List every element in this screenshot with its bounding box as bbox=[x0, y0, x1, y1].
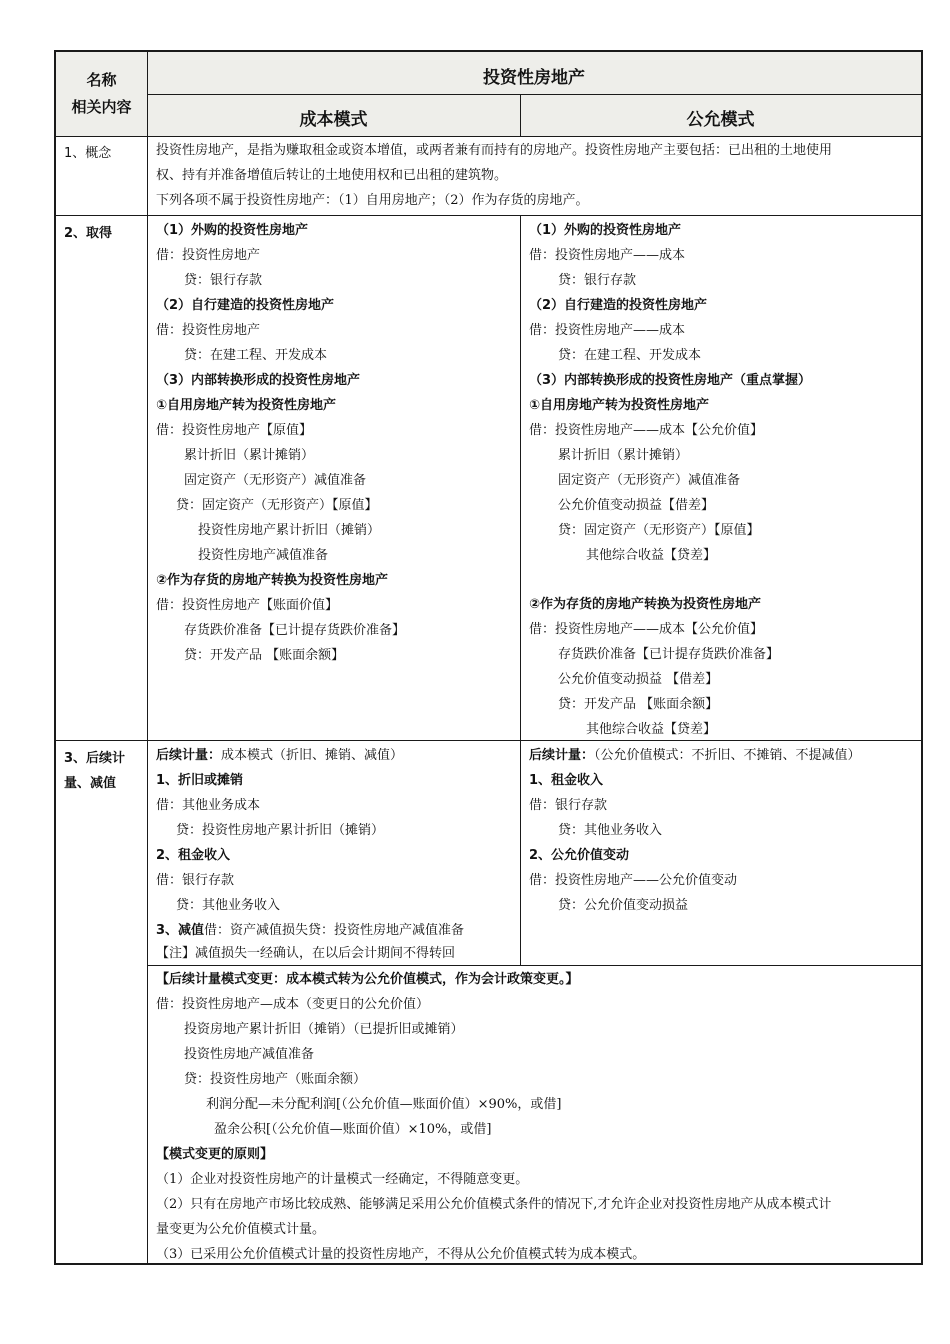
concept-line: 投资性房地产，是指为赚取租金或资本增值，或两者兼有而持有的房地产。投资性房地产主要包括：已出租的土地使用 bbox=[156, 143, 833, 158]
fair-subsequent-line: 借：银行存款 bbox=[529, 798, 608, 813]
fair-subsequent-line: 借：投资性房地产——公允价值变动 bbox=[529, 873, 738, 888]
change-line: 【后续计量模式变更：成本模式转为公允价值模式，作为会计政策变更。】 bbox=[156, 972, 579, 987]
row-label-subsequent-1: 3、后续计 bbox=[64, 751, 126, 766]
cost-acquire-line: 借：投资性房地产【原值】 bbox=[156, 423, 313, 438]
fair-acquire-line: 借：投资性房地产——成本【公允价值】 bbox=[529, 423, 764, 438]
cost-acquire-line: 固定资产（无形资产）减值准备 bbox=[184, 473, 367, 488]
cost-subsequent-line: 贷：其他业务收入 bbox=[176, 898, 281, 913]
cost-acquire-line: 累计折旧（累计摊销） bbox=[184, 448, 315, 463]
fair-subsequent-line: 1、租金收入 bbox=[529, 773, 604, 788]
cost-acquire-line: （3）内部转换形成的投资性房地产 bbox=[156, 373, 361, 388]
column-divider-body bbox=[520, 215, 521, 965]
cost-acquire-line: 借：投资性房地产【账面价值】 bbox=[156, 598, 339, 613]
fair-acquire-line: 贷：在建工程、开发成本 bbox=[558, 348, 702, 363]
change-line: 投资性房地产减值准备 bbox=[184, 1047, 315, 1062]
change-line: 量变更为公允价值模式计量。 bbox=[156, 1222, 326, 1237]
fair-acquire-line: 借：投资性房地产——成本 bbox=[529, 248, 686, 263]
change-line: （1）企业对投资性房地产的计量模式一经确定，不得随意变更。 bbox=[156, 1172, 529, 1187]
cost-acquire-line: 借：投资性房地产 bbox=[156, 248, 261, 263]
fair-acquire-line: 公允价值变动损益 【借差】 bbox=[558, 672, 719, 687]
row-label-concept: 1、概念 bbox=[64, 146, 112, 161]
fair-subsequent-line: 2、公允价值变动 bbox=[529, 848, 630, 863]
cost-subsequent-line: 1、折旧或摊销 bbox=[156, 773, 244, 788]
change-line: 借：投资性房地产—成本（变更日的公允价值） bbox=[156, 997, 430, 1012]
cost-impairment-bold: 3、减值 bbox=[156, 923, 205, 938]
header-main-title: 投资性房地产 bbox=[483, 68, 585, 88]
header-related-label: 相关内容 bbox=[71, 98, 132, 116]
change-line: 盈余公积[（公允价值—账面价值）×10%，或借] bbox=[214, 1122, 492, 1137]
cost-subsequent-heading-rest: 成本模式（折旧、摊销、减值） bbox=[221, 748, 404, 763]
concept-line: 权、持有并准备增值后转让的土地使用权和已出租的建筑物。 bbox=[156, 168, 508, 183]
cost-acquire-line: 投资性房地产累计折旧（摊销） bbox=[198, 523, 381, 538]
cost-subsequent-heading bbox=[156, 743, 403, 768]
cost-subsequent-line: 借：银行存款 bbox=[156, 873, 235, 888]
fair-acquire-line: 贷：固定资产（无形资产）【原值】 bbox=[558, 523, 760, 538]
header-cost-mode: 成本模式 bbox=[299, 110, 368, 130]
row-divider-2 bbox=[56, 740, 921, 741]
cost-acquire-line: 贷：在建工程、开发成本 bbox=[184, 348, 328, 363]
cost-subsequent-line: 2、租金收入 bbox=[156, 848, 231, 863]
fair-subsequent-heading bbox=[529, 743, 861, 768]
fair-acquire-line: （2）自行建造的投资性房地产 bbox=[529, 298, 708, 313]
header-label-cell bbox=[56, 52, 147, 137]
header-name-label: 名称 bbox=[86, 71, 117, 89]
fair-acquire-line: 固定资产（无形资产）减值准备 bbox=[558, 473, 741, 488]
cost-acquire-line: 贷：开发产品 【账面余额】 bbox=[184, 648, 345, 663]
change-line: 贷：投资性房地产（账面余额） bbox=[184, 1072, 367, 1087]
header-bottom-line bbox=[56, 136, 921, 137]
cost-acquire-line: ①自用房地产转为投资性房地产 bbox=[156, 398, 337, 413]
cost-acquire-line: 投资性房地产减值准备 bbox=[198, 548, 329, 563]
fair-acquire-line: 其他综合收益【贷差】 bbox=[586, 722, 717, 737]
row-divider-1 bbox=[56, 215, 921, 216]
header-fair-mode: 公允模式 bbox=[686, 110, 755, 130]
fair-acquire-line: 累计折旧（累计摊销） bbox=[558, 448, 689, 463]
fair-acquire-line: ②作为存货的房地产转换为投资性房地产 bbox=[529, 597, 762, 612]
fair-subsequent-heading-rest: （公允价值模式：不折旧、不摊销、不提减值） bbox=[594, 748, 861, 763]
cost-acquire-line: 借：投资性房地产 bbox=[156, 323, 261, 338]
fair-subsequent-line: 贷：公允价值变动损益 bbox=[558, 898, 689, 913]
change-line: 利润分配—未分配利润[（公允价值—账面价值）×90%，或借] bbox=[206, 1097, 562, 1112]
concept-line: 下列各项不属于投资性房地产：（1）自用房地产；（2）作为存货的房地产。 bbox=[156, 193, 589, 208]
fair-acquire-line: （3）内部转换形成的投资性房地产（重点掌握） bbox=[529, 373, 812, 388]
cost-subsequent-heading-bold: 后续计量： bbox=[156, 748, 222, 763]
fair-acquire-line: 贷：银行存款 bbox=[558, 273, 637, 288]
accounting-table bbox=[54, 50, 923, 1265]
cost-acquire-line: 贷：固定资产（无形资产）【原值】 bbox=[176, 498, 378, 513]
cost-acquire-line: 贷：银行存款 bbox=[184, 273, 263, 288]
cost-acquire-line: 存货跌价准备【已计提存货跌价准备】 bbox=[184, 623, 406, 638]
fair-acquire-line: 存货跌价准备【已计提存货跌价准备】 bbox=[558, 647, 780, 662]
cost-impairment-rest: 借：资产减值损失贷：投资性房地产减值准备 bbox=[204, 923, 465, 938]
fair-acquire-line: 公允价值变动损益【借差】 bbox=[558, 498, 715, 513]
change-line: （2）只有在房地产市场比较成熟、能够满足采用公允价值模式条件的情况下,才允许企业对投资性房地产从成本模式计 bbox=[156, 1197, 832, 1212]
row-label-acquire: 2、取得 bbox=[64, 226, 113, 241]
fair-acquire-line: （1）外购的投资性房地产 bbox=[529, 223, 682, 238]
fair-subsequent-line: 贷：其他业务收入 bbox=[558, 823, 663, 838]
row-label-subsequent-2: 量、减值 bbox=[64, 776, 117, 791]
fair-acquire-line: ①自用房地产转为投资性房地产 bbox=[529, 398, 710, 413]
fair-acquire-line: 借：投资性房地产——成本 bbox=[529, 323, 686, 338]
fair-acquire-line: 贷：开发产品 【账面余额】 bbox=[558, 697, 719, 712]
cost-impairment-line bbox=[156, 918, 464, 943]
fair-subsequent-heading-bold: 后续计量： bbox=[529, 748, 595, 763]
fair-acquire-line: 借：投资性房地产——成本【公允价值】 bbox=[529, 622, 764, 637]
change-line: 【模式变更的原则】 bbox=[156, 1147, 274, 1162]
cost-acquire-line: （1）外购的投资性房地产 bbox=[156, 223, 309, 238]
cost-subsequent-line: 借：其他业务成本 bbox=[156, 798, 261, 813]
change-line: 投资房地产累计折旧（摊销）（已提折旧或摊销） bbox=[184, 1022, 464, 1037]
column-divider-label bbox=[147, 52, 148, 1263]
cost-subsequent-line: 贷：投资性房地产累计折旧（摊销） bbox=[176, 823, 385, 838]
cost-impairment-note: 【注】减值损失一经确认，在以后会计期间不得转回 bbox=[156, 946, 456, 961]
header-split-line bbox=[147, 94, 921, 95]
cost-acquire-line: （2）自行建造的投资性房地产 bbox=[156, 298, 335, 313]
change-line: （3）已采用公允价值模式计量的投资性房地产，不得从公允价值模式转为成本模式。 bbox=[156, 1247, 646, 1262]
fair-acquire-line: 其他综合收益【贷差】 bbox=[586, 548, 717, 563]
cost-acquire-line: ②作为存货的房地产转换为投资性房地产 bbox=[156, 573, 389, 588]
